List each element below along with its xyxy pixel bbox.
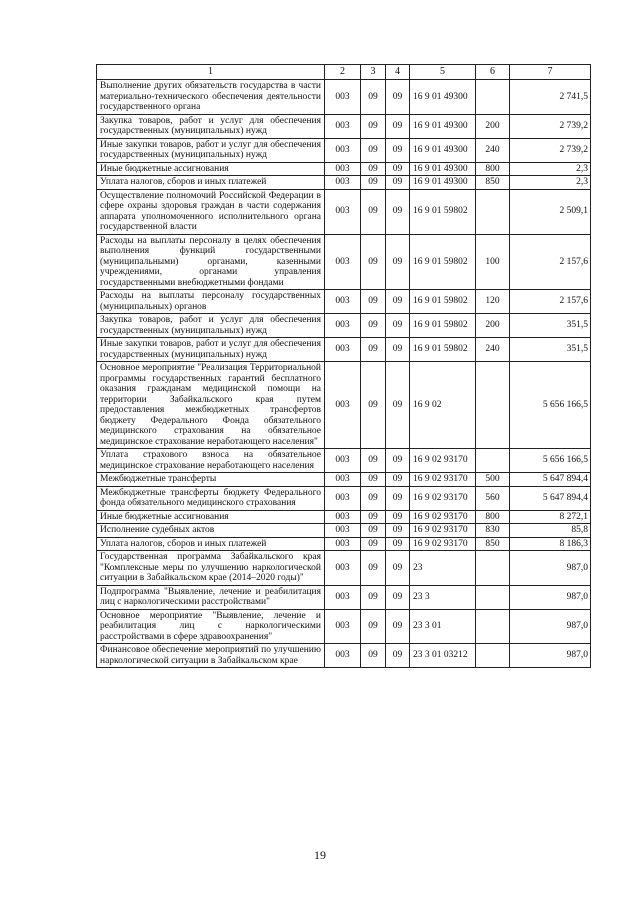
target-article-code: 16 9 02 93170 xyxy=(410,486,476,510)
table-row xyxy=(97,338,591,362)
target-article-code: 16 9 01 49300 xyxy=(410,162,476,176)
amount: 5 647 894,4 xyxy=(510,473,591,487)
ministry-code: 003 xyxy=(325,585,361,609)
section-code: 09 xyxy=(361,338,386,362)
section-code: 09 xyxy=(361,290,386,314)
ministry-code: 003 xyxy=(325,362,361,449)
subsection-code: 09 xyxy=(386,138,410,162)
section-code: 09 xyxy=(361,234,386,290)
row-name: Иные бюджетные ассигнования xyxy=(97,510,325,524)
header-cell: 7 xyxy=(510,65,591,80)
expense-type-code: 560 xyxy=(476,486,510,510)
expense-type-code: 800 xyxy=(476,162,510,176)
target-article-code: 16 9 02 93170 xyxy=(410,473,476,487)
section-code: 09 xyxy=(361,551,386,586)
target-article-code: 16 9 01 49300 xyxy=(410,114,476,138)
ministry-code: 003 xyxy=(325,473,361,487)
row-name: Уплата налогов, сборов и иных платежей xyxy=(97,176,325,190)
subsection-code: 09 xyxy=(386,449,410,473)
ministry-code: 003 xyxy=(325,644,361,668)
row-name: Расходы на выплаты персоналу в целях обеспечения выполнения функций государственными (муниципальными) органами, казенными учреждениями, органами управления государственными внебюджетными фондами xyxy=(97,234,325,290)
amount: 987,0 xyxy=(510,585,591,609)
table-body xyxy=(97,65,591,668)
subsection-code: 09 xyxy=(386,537,410,551)
amount: 987,0 xyxy=(510,609,591,644)
ministry-code: 003 xyxy=(325,138,361,162)
header-cell: 4 xyxy=(386,65,410,80)
row-name: Межбюджетные трансферты бюджету Федерального фонда обязательного медицинского страхования xyxy=(97,486,325,510)
section-code: 09 xyxy=(361,362,386,449)
row-name: Основное мероприятие "Реализация Территориальной программы государственных гарантий бесплатного оказания гражданам медицинской помощи на территории Забайкальского края путем предоставления межбюджетных трансфертов бюджету Федерального Фонда обязательного медицинского страхования на обязательное медицинское страхование неработающего населения" xyxy=(97,362,325,449)
target-article-code: 16 9 01 59802 xyxy=(410,314,476,338)
row-name: Уплата страхового взноса на обязательное медицинское страхование неработающего населения xyxy=(97,449,325,473)
header-row xyxy=(97,65,591,80)
ministry-code: 003 xyxy=(325,176,361,190)
subsection-code: 09 xyxy=(386,314,410,338)
amount: 2 739,2 xyxy=(510,138,591,162)
ministry-code: 003 xyxy=(325,449,361,473)
target-article-code: 16 9 01 49300 xyxy=(410,176,476,190)
target-article-code: 16 9 02 93170 xyxy=(410,537,476,551)
expense-type-code: 830 xyxy=(476,524,510,538)
table-row xyxy=(97,189,591,234)
subsection-code: 09 xyxy=(386,338,410,362)
row-name: Выполнение других обязательств государства в части материально-технического обеспечения деятельности государственного органа xyxy=(97,80,325,115)
table-row xyxy=(97,551,591,586)
expense-type-code: 500 xyxy=(476,473,510,487)
target-article-code: 16 9 01 59802 xyxy=(410,189,476,234)
amount: 5 656 166,5 xyxy=(510,362,591,449)
header-cell: 5 xyxy=(410,65,476,80)
section-code: 09 xyxy=(361,80,386,115)
ministry-code: 003 xyxy=(325,537,361,551)
table-row xyxy=(97,609,591,644)
section-code: 09 xyxy=(361,524,386,538)
row-name: Основное мероприятие "Выявление, лечение и реабилитация лиц с наркологическими расстройствами в сфере здравоохранения" xyxy=(97,609,325,644)
table-row xyxy=(97,537,591,551)
table-row xyxy=(97,486,591,510)
budget-table xyxy=(96,64,591,668)
subsection-code: 09 xyxy=(386,362,410,449)
row-name: Межбюджетные трансферты xyxy=(97,473,325,487)
ministry-code: 003 xyxy=(325,114,361,138)
ministry-code: 003 xyxy=(325,80,361,115)
expense-type-code: 120 xyxy=(476,290,510,314)
expense-type-code xyxy=(476,189,510,234)
row-name: Расходы на выплаты персоналу государственных (муниципальных) органов xyxy=(97,290,325,314)
amount: 8 186,3 xyxy=(510,537,591,551)
amount: 85,8 xyxy=(510,524,591,538)
table-row xyxy=(97,510,591,524)
subsection-code: 09 xyxy=(386,189,410,234)
target-article-code: 23 3 01 xyxy=(410,609,476,644)
ministry-code: 003 xyxy=(325,551,361,586)
expense-type-code xyxy=(476,80,510,115)
subsection-code: 09 xyxy=(386,473,410,487)
table-row xyxy=(97,585,591,609)
expense-type-code: 240 xyxy=(476,338,510,362)
target-article-code: 16 9 01 49300 xyxy=(410,138,476,162)
header-cell: 1 xyxy=(97,65,325,80)
table-row xyxy=(97,80,591,115)
ministry-code: 003 xyxy=(325,290,361,314)
header-cell: 3 xyxy=(361,65,386,80)
expense-type-code: 850 xyxy=(476,537,510,551)
target-article-code: 16 9 01 59802 xyxy=(410,290,476,314)
amount: 2,3 xyxy=(510,162,591,176)
ministry-code: 003 xyxy=(325,189,361,234)
target-article-code: 23 3 xyxy=(410,585,476,609)
target-article-code: 16 9 01 59802 xyxy=(410,338,476,362)
amount: 5 647 894,4 xyxy=(510,486,591,510)
expense-type-code: 800 xyxy=(476,510,510,524)
subsection-code: 09 xyxy=(386,234,410,290)
expense-type-code xyxy=(476,551,510,586)
section-code: 09 xyxy=(361,314,386,338)
expense-type-code xyxy=(476,585,510,609)
table-row xyxy=(97,314,591,338)
section-code: 09 xyxy=(361,449,386,473)
target-article-code: 16 9 01 49300 xyxy=(410,80,476,115)
subsection-code: 09 xyxy=(386,551,410,586)
subsection-code: 09 xyxy=(386,162,410,176)
expense-type-code xyxy=(476,362,510,449)
amount: 351,5 xyxy=(510,314,591,338)
expense-type-code: 200 xyxy=(476,114,510,138)
section-code: 09 xyxy=(361,114,386,138)
ministry-code: 003 xyxy=(325,314,361,338)
expense-type-code xyxy=(476,609,510,644)
subsection-code: 09 xyxy=(386,524,410,538)
subsection-code: 09 xyxy=(386,585,410,609)
amount: 2 157,6 xyxy=(510,290,591,314)
amount: 2 157,6 xyxy=(510,234,591,290)
section-code: 09 xyxy=(361,486,386,510)
subsection-code: 09 xyxy=(386,609,410,644)
target-article-code: 16 9 02 xyxy=(410,362,476,449)
subsection-code: 09 xyxy=(386,176,410,190)
table-row xyxy=(97,362,591,449)
target-article-code: 16 9 02 93170 xyxy=(410,510,476,524)
amount: 5 656 166,5 xyxy=(510,449,591,473)
section-code: 09 xyxy=(361,189,386,234)
expense-type-code: 240 xyxy=(476,138,510,162)
target-article-code: 16 9 02 93170 xyxy=(410,449,476,473)
table-row xyxy=(97,138,591,162)
expense-type-code: 850 xyxy=(476,176,510,190)
subsection-code: 09 xyxy=(386,80,410,115)
table-row xyxy=(97,114,591,138)
section-code: 09 xyxy=(361,162,386,176)
header-cell: 6 xyxy=(476,65,510,80)
section-code: 09 xyxy=(361,176,386,190)
row-name: Закупка товаров, работ и услуг для обеспечения государственных (муниципальных) нужд xyxy=(97,314,325,338)
section-code: 09 xyxy=(361,585,386,609)
section-code: 09 xyxy=(361,138,386,162)
row-name: Закупка товаров, работ и услуг для обеспечения государственных (муниципальных) нужд xyxy=(97,114,325,138)
subsection-code: 09 xyxy=(386,486,410,510)
ministry-code: 003 xyxy=(325,609,361,644)
row-name: Иные бюджетные ассигнования xyxy=(97,162,325,176)
row-name: Финансовое обеспечение мероприятий по улучшению наркологической ситуации в Забайкальском крае xyxy=(97,644,325,668)
ministry-code: 003 xyxy=(325,162,361,176)
expense-type-code xyxy=(476,644,510,668)
expense-type-code: 200 xyxy=(476,314,510,338)
header-cell: 2 xyxy=(325,65,361,80)
ministry-code: 003 xyxy=(325,524,361,538)
subsection-code: 09 xyxy=(386,290,410,314)
row-name: Уплата налогов, сборов и иных платежей xyxy=(97,537,325,551)
amount: 2 741,5 xyxy=(510,80,591,115)
section-code: 09 xyxy=(361,644,386,668)
expense-type-code: 100 xyxy=(476,234,510,290)
section-code: 09 xyxy=(361,473,386,487)
amount: 2 509,1 xyxy=(510,189,591,234)
section-code: 09 xyxy=(361,510,386,524)
subsection-code: 09 xyxy=(386,114,410,138)
row-name: Государственная программа Забайкальского края "Комплексные меры по улучшению наркологической ситуации в Забайкальском крае (2014–2020 годы)" xyxy=(97,551,325,586)
table-row xyxy=(97,290,591,314)
target-article-code: 23 xyxy=(410,551,476,586)
row-name: Подпрограмма "Выявление, лечение и реабилитация лиц с наркологическими расстройствами" xyxy=(97,585,325,609)
amount: 2 739,2 xyxy=(510,114,591,138)
target-article-code: 16 9 02 93170 xyxy=(410,524,476,538)
table-row xyxy=(97,234,591,290)
subsection-code: 09 xyxy=(386,510,410,524)
row-name: Иные закупки товаров, работ и услуг для обеспечения государственных (муниципальных) нужд xyxy=(97,338,325,362)
ministry-code: 003 xyxy=(325,234,361,290)
page-number: 19 xyxy=(314,848,326,862)
table-row xyxy=(97,162,591,176)
amount: 351,5 xyxy=(510,338,591,362)
section-code: 09 xyxy=(361,537,386,551)
target-article-code: 23 3 01 03212 xyxy=(410,644,476,668)
target-article-code: 16 9 01 59802 xyxy=(410,234,476,290)
amount: 987,0 xyxy=(510,644,591,668)
section-code: 09 xyxy=(361,609,386,644)
row-name: Исполнение судебных актов xyxy=(97,524,325,538)
table-row xyxy=(97,176,591,190)
amount: 8 272,1 xyxy=(510,510,591,524)
ministry-code: 003 xyxy=(325,510,361,524)
amount: 2,3 xyxy=(510,176,591,190)
table-row xyxy=(97,644,591,668)
row-name: Иные закупки товаров, работ и услуг для обеспечения государственных (муниципальных) нужд xyxy=(97,138,325,162)
table-row xyxy=(97,449,591,473)
table-row xyxy=(97,473,591,487)
row-name: Осуществление полномочий Российской Федерации в сфере охраны здоровья граждан в части содержания аппарата уполномоченного исполнительного органа государственной власти xyxy=(97,189,325,234)
amount: 987,0 xyxy=(510,551,591,586)
subsection-code: 09 xyxy=(386,644,410,668)
ministry-code: 003 xyxy=(325,486,361,510)
table-row xyxy=(97,524,591,538)
ministry-code: 003 xyxy=(325,338,361,362)
expense-type-code xyxy=(476,449,510,473)
